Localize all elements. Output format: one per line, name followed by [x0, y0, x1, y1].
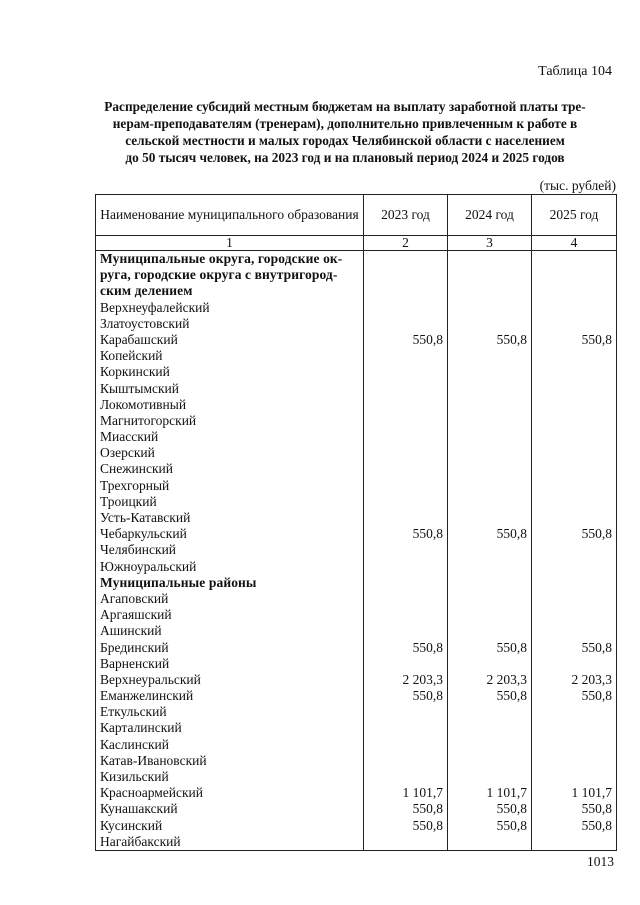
municipality-name: Кизильский — [100, 769, 169, 785]
municipality-name: Агаповский — [100, 590, 169, 606]
value-2024 — [452, 737, 527, 753]
value-2025 — [536, 607, 612, 623]
municipality-name: Верхнеуфалейский — [100, 299, 210, 315]
header-municipality: Наименование муниципального образования — [96, 195, 364, 236]
column-number: 3 — [448, 236, 532, 251]
value-2025 — [536, 737, 612, 753]
value-2024 — [452, 364, 527, 380]
column-number-row — [96, 236, 617, 251]
value-2023 — [368, 348, 443, 364]
value-2025 — [536, 494, 612, 510]
value-2023 — [368, 769, 443, 785]
value-2023 — [368, 316, 443, 332]
value-2024: 1 101,7 — [486, 785, 527, 801]
value-2025 — [536, 542, 612, 558]
municipality-column — [96, 251, 364, 851]
municipality-name: Южноуральский — [100, 558, 197, 574]
column-number: 4 — [532, 236, 617, 251]
title-line: до 50 тысяч человек, на 2023 год и на плановый период 2024 и 2025 годов — [125, 150, 565, 165]
value-2023 — [368, 559, 443, 575]
value-2025 — [536, 769, 612, 785]
value-2025 — [536, 413, 612, 429]
value-2024 — [452, 834, 527, 850]
group-heading: Муниципальные округа, городские ок-руга, городские округа с внутригород-ским делением — [100, 251, 343, 299]
value-2023 — [368, 461, 443, 477]
value-2024 — [452, 591, 527, 607]
value-2025 — [536, 591, 612, 607]
table-header-row — [96, 195, 617, 236]
value-2025 — [536, 461, 612, 477]
value-2023 — [368, 364, 443, 380]
value-2025: 550,8 — [581, 801, 612, 817]
values-2023-column — [364, 251, 448, 851]
value-2023: 550,8 — [412, 801, 443, 817]
value-2024 — [452, 720, 527, 736]
value-2025 — [536, 834, 612, 850]
value-2025: 2 203,3 — [571, 671, 612, 687]
municipality-name: Локомотивный — [100, 396, 187, 412]
value-2025: 550,8 — [581, 817, 612, 833]
municipality-name: Аргаяшский — [100, 607, 172, 623]
municipality-name: Снежинский — [100, 461, 173, 477]
value-2024 — [452, 753, 527, 769]
municipality-name: Копейский — [100, 348, 163, 364]
title-line: нерам-преподавателям (тренерам), дополнительно привлеченным к работе в — [112, 116, 578, 131]
value-2025 — [536, 348, 612, 364]
value-2023 — [368, 575, 443, 591]
value-2025 — [536, 397, 612, 413]
municipality-name: Кусинский — [100, 817, 163, 833]
value-2024 — [452, 429, 527, 445]
table-label: Таблица 104 — [538, 64, 612, 79]
value-2024 — [452, 381, 527, 397]
document-title — [80, 98, 610, 166]
value-2024 — [452, 656, 527, 672]
value-2024: 550,8 — [496, 801, 527, 817]
value-2023 — [368, 494, 443, 510]
header-2023: 2023 год — [364, 195, 448, 236]
municipality-name: Чебаркульский — [100, 526, 187, 542]
value-2025: 550,8 — [581, 526, 612, 542]
value-2023: 550,8 — [412, 639, 443, 655]
value-2024 — [452, 397, 527, 413]
value-2024 — [452, 445, 527, 461]
value-2023 — [368, 720, 443, 736]
municipality-name: Усть-Катавский — [100, 510, 191, 526]
group-heading: Муниципальные районы — [100, 574, 257, 590]
value-2023 — [368, 381, 443, 397]
value-2023 — [368, 737, 443, 753]
municipality-name: Катав-Ивановский — [100, 752, 207, 768]
header-2025: 2025 год — [532, 195, 617, 236]
value-2024 — [452, 251, 527, 300]
value-2024 — [452, 623, 527, 639]
value-2025 — [536, 251, 612, 300]
value-2023 — [368, 704, 443, 720]
value-2024 — [452, 769, 527, 785]
values-2024-column — [448, 251, 532, 851]
municipality-name: Варненский — [100, 655, 170, 671]
value-2025 — [536, 316, 612, 332]
value-2025 — [536, 753, 612, 769]
value-2025 — [536, 559, 612, 575]
municipality-name: Карабашский — [100, 331, 178, 347]
value-2025 — [536, 429, 612, 445]
municipality-name: Верхнеуральский — [100, 671, 201, 687]
value-2024: 2 203,3 — [486, 671, 527, 687]
title-line: сельской местности и малых городах Челябинской области с населением — [125, 133, 565, 148]
value-2023 — [368, 656, 443, 672]
value-2024: 550,8 — [496, 639, 527, 655]
value-2024 — [452, 348, 527, 364]
value-2024 — [452, 704, 527, 720]
value-2024 — [452, 316, 527, 332]
value-2025 — [536, 445, 612, 461]
value-2025 — [536, 704, 612, 720]
value-2023 — [368, 251, 443, 300]
values-2025-column — [532, 251, 617, 851]
value-2024 — [452, 478, 527, 494]
value-2025 — [536, 623, 612, 639]
value-2024: 550,8 — [496, 688, 527, 704]
value-2025 — [536, 510, 612, 526]
value-2024 — [452, 494, 527, 510]
municipality-name: Нагайбакский — [100, 833, 181, 849]
subsidy-table — [95, 194, 617, 851]
value-2023: 550,8 — [412, 817, 443, 833]
municipality-name: Еманжелинский — [100, 688, 194, 704]
value-2023: 550,8 — [412, 688, 443, 704]
value-2023 — [368, 397, 443, 413]
value-2023 — [368, 834, 443, 850]
value-2024 — [452, 542, 527, 558]
municipality-name: Челябинский — [100, 542, 177, 558]
column-number: 2 — [364, 236, 448, 251]
value-2024 — [452, 575, 527, 591]
municipality-name: Троицкий — [100, 493, 157, 509]
value-2024 — [452, 300, 527, 316]
value-2025: 550,8 — [581, 331, 612, 347]
value-2025 — [536, 381, 612, 397]
municipality-name: Кунашакский — [100, 801, 178, 817]
municipality-name: Магнитогорский — [100, 412, 197, 428]
title-line: Распределение субсидий местным бюджетам на выплату заработной платы тре- — [104, 99, 586, 114]
municipality-name: Ашинский — [100, 623, 162, 639]
value-2025 — [536, 656, 612, 672]
page-number: 1013 — [587, 854, 614, 869]
municipality-name: Трехгорный — [100, 477, 170, 493]
value-2023 — [368, 445, 443, 461]
value-2023 — [368, 478, 443, 494]
value-2023 — [368, 413, 443, 429]
value-2023 — [368, 607, 443, 623]
municipality-name: Еткульский — [100, 704, 167, 720]
value-2025 — [536, 364, 612, 380]
column-number: 1 — [96, 236, 364, 251]
municipality-name: Каслинский — [100, 736, 169, 752]
municipality-name: Карталинский — [100, 720, 182, 736]
municipality-name: Коркинский — [100, 364, 170, 380]
value-2024 — [452, 461, 527, 477]
value-2023 — [368, 429, 443, 445]
header-2024: 2024 год — [448, 195, 532, 236]
value-2023: 550,8 — [412, 331, 443, 347]
value-2024: 550,8 — [496, 331, 527, 347]
value-2023: 1 101,7 — [402, 785, 443, 801]
table-body — [96, 251, 617, 851]
municipality-name: Кыштымский — [100, 380, 179, 396]
municipality-name: Брединский — [100, 639, 169, 655]
value-2025 — [536, 300, 612, 316]
value-2025 — [536, 575, 612, 591]
value-2023 — [368, 542, 443, 558]
value-2024 — [452, 559, 527, 575]
value-2023 — [368, 510, 443, 526]
value-2024 — [452, 607, 527, 623]
value-2024 — [452, 510, 527, 526]
value-2025: 1 101,7 — [571, 785, 612, 801]
value-2024 — [452, 413, 527, 429]
value-2023 — [368, 623, 443, 639]
value-2023 — [368, 753, 443, 769]
units-label: (тыс. рублей) — [539, 178, 616, 193]
value-2025 — [536, 478, 612, 494]
value-2025 — [536, 720, 612, 736]
value-2025: 550,8 — [581, 688, 612, 704]
value-2024: 550,8 — [496, 526, 527, 542]
value-2025: 550,8 — [581, 639, 612, 655]
value-2023: 550,8 — [412, 526, 443, 542]
value-2023 — [368, 591, 443, 607]
value-2023: 2 203,3 — [402, 671, 443, 687]
municipality-name: Озерский — [100, 445, 155, 461]
value-2024: 550,8 — [496, 817, 527, 833]
value-2023 — [368, 300, 443, 316]
municipality-name: Миасский — [100, 429, 159, 445]
municipality-name: Златоустовский — [100, 315, 190, 331]
municipality-name: Красноармейский — [100, 785, 204, 801]
